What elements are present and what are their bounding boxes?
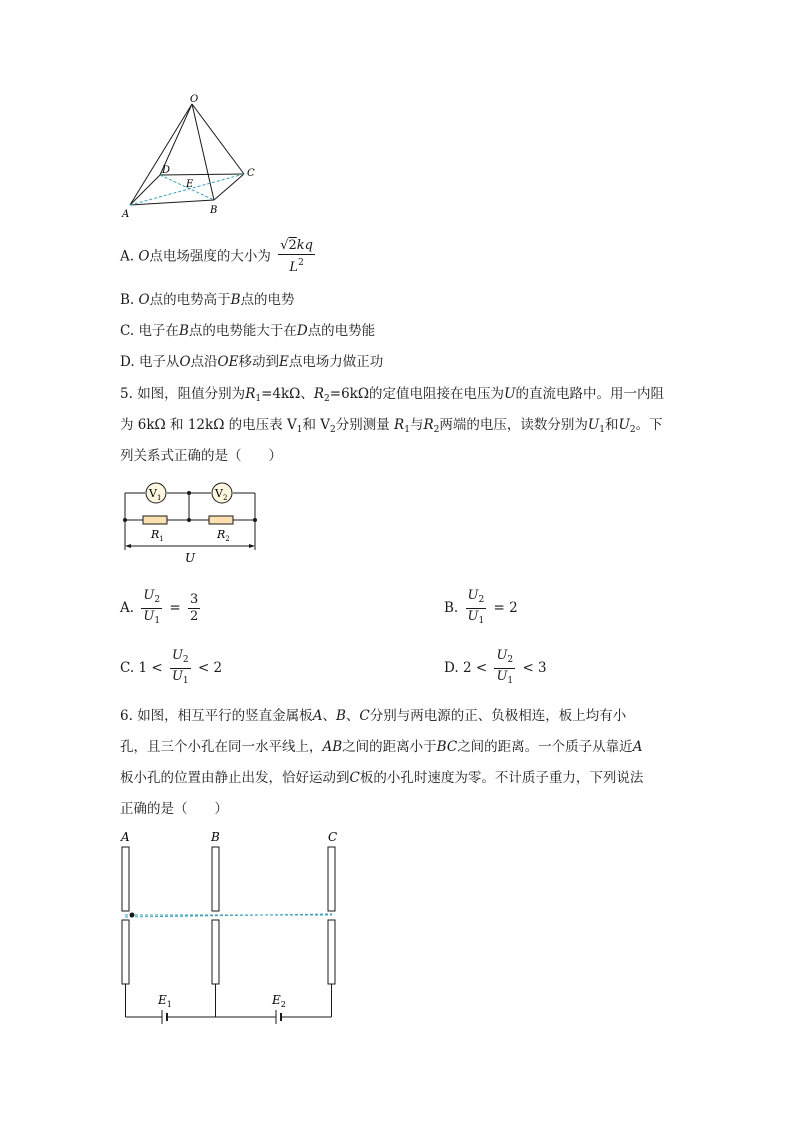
pyramid-figure	[110, 90, 270, 225]
q6-stem-line3: 板小孔的位置由静止出发，恰好运动到C板的小孔时速度为零。不计质子重力，下列说法	[120, 770, 644, 786]
circuit-diagram	[115, 478, 270, 568]
plate-c-bottom	[328, 920, 335, 984]
plate-a-bottom	[122, 920, 129, 984]
q6-stem-line2: 孔，且三个小孔在同一水平线上，AB之间的距离小于BC之间的距离。一个质子从靠近A	[120, 739, 643, 755]
q5-stem-line2: 为 6kΩ 和 12kΩ 的电压表 $V_1$和 $V_2$分别测量 $R_1$与$R_2$两端的电压，读数分别为$U_1$和$U_2$。下	[120, 417, 663, 435]
q4-option-b: B. O点的电势高于B点的电势	[120, 292, 295, 308]
resistor-r1	[143, 516, 167, 524]
plate-label-b: B	[211, 830, 220, 844]
q6-stem-line4: 正确的是（ ）	[120, 801, 228, 817]
plates-diagram	[110, 825, 350, 1030]
svg-text:R1: $R_1$	[151, 528, 164, 543]
q5-stem-line1: 5. 如图，阻值分别为$R_1=4k\Omega$、$R_2=6k\Omega$的定值电阻接在电压为U的直流电路中。用一内阻	[120, 386, 664, 404]
plate-c-top	[328, 847, 335, 911]
label-e2: $E_2$	[272, 993, 286, 1009]
q5-option-b: B. $\frac{U_2}{U_1}$ = 2	[444, 588, 518, 626]
q4-option-c: C. 电子在B点的电势能大于在D点的电势能	[120, 323, 376, 339]
svg-text:V1: $V_1$	[149, 487, 162, 502]
plate-a-top	[122, 847, 129, 911]
plate-label-c: C	[328, 830, 338, 844]
label-D: D	[162, 165, 171, 176]
q4-option-a: A. O点电场强度的大小为 $\frac{√2kq}{L^2}$	[120, 238, 313, 275]
svg-text:V2: $V_2$	[215, 487, 228, 502]
label-u: U	[185, 551, 196, 565]
label-E: E	[186, 179, 194, 190]
q6-stem-line1: 6. 如图，相互平行的竖直金属板A、B、C分别与两电源的正、负极相连，板上均有小	[120, 708, 627, 724]
q5-stem-line3: 列关系式正确的是（ ）	[120, 448, 282, 464]
svg-text:R2: $R_2$	[217, 528, 230, 543]
q5-option-c: C. 1 < $\frac{U_2}{U_1}$ < 2	[120, 648, 223, 686]
plate-b-top	[212, 847, 219, 911]
q4-option-d: D. 电子从O点沿OE移动到E点电场力做正功	[120, 354, 384, 370]
q5-option-a: A. $\frac{U_2}{U_1}$ = $\frac{3}{2}$	[120, 588, 199, 626]
label-C: C	[247, 168, 255, 179]
resistor-r2	[209, 516, 233, 524]
sqrt-sign: √	[280, 238, 289, 253]
label-e1: $E_1$	[158, 993, 172, 1009]
plate-label-a: A	[121, 830, 130, 844]
proton	[130, 913, 135, 918]
field-strength-fraction: $\frac{√2kq}{L^2}$	[280, 238, 313, 275]
label-O: O	[190, 94, 199, 105]
plate-b-bottom	[212, 920, 219, 984]
label-A: A	[122, 209, 130, 220]
label-B: B	[210, 205, 218, 216]
q5-option-d: D. 2 < $\frac{U_2}{U_1}$ < 3	[444, 648, 547, 686]
